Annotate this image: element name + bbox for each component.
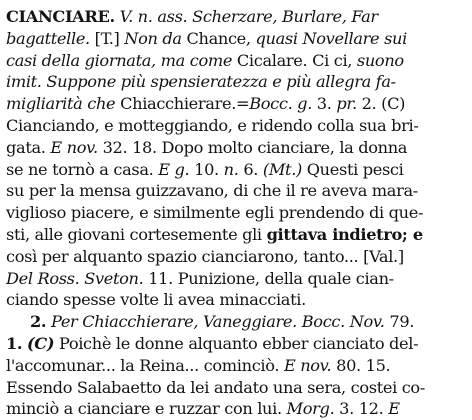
- entry-line-1: [6, 6, 466, 28]
- citation: Del Ross. Sveton.: [6, 268, 144, 288]
- entry-line-16: [6, 333, 466, 355]
- text: ciando spesse volte li avea minacciati.: [6, 290, 306, 310]
- entry-line-2: [6, 28, 466, 50]
- text: Cianciando, e motteggiando, e ridendo colla sua bri-: [6, 115, 419, 135]
- text: E: [388, 399, 400, 419]
- text: viglioso piacere, e similmente egli prendendo di que-: [6, 203, 424, 223]
- grammar-label: V. n. ass.: [119, 7, 188, 26]
- sense-number: 2.: [30, 312, 47, 332]
- text: Non da: [124, 28, 182, 48]
- text: 3. 12.: [339, 399, 384, 419]
- text: minciò a cianciare e ruzzar con lui.: [6, 399, 282, 419]
- text: gittava indietro: [266, 224, 402, 244]
- text: quasi: [255, 28, 298, 48]
- text: se ne tornò a casa.: [6, 159, 154, 179]
- text: 3.: [316, 94, 332, 114]
- entry-line-10: [6, 202, 466, 224]
- text: così per alquanto spazio cianciarono, tanto... [Val.]: [6, 246, 404, 266]
- entry-line-6: [6, 115, 466, 137]
- text: (Mt.): [262, 159, 302, 179]
- citation: Morg.: [286, 399, 335, 419]
- citation: E g.: [158, 159, 190, 179]
- text: su per la mensa guizzavano, di che il re aveva mara-: [6, 181, 418, 201]
- entry-line-15: [6, 311, 466, 333]
- text: Novellare sui: [302, 28, 407, 48]
- citation: E nov.: [283, 355, 332, 375]
- text: Per: [51, 312, 78, 332]
- text: Chance,: [186, 28, 251, 48]
- entry-line-8: [6, 159, 466, 181]
- text: ; e: [401, 224, 423, 244]
- text: suono: [356, 50, 404, 70]
- gloss: Scherzare, Burlare, Far: [192, 7, 378, 26]
- text: n.: [223, 159, 239, 179]
- citation: Bocc. g.: [249, 94, 312, 114]
- text: (C): [27, 333, 55, 353]
- text: Questi pesci: [306, 159, 404, 179]
- entry-line-12: [6, 246, 466, 268]
- text: 2. (C): [361, 94, 406, 114]
- text: l'accomunar... la Reina... cominciò.: [6, 355, 280, 375]
- text: =: [236, 94, 250, 114]
- text: pr.: [336, 94, 357, 114]
- text: 6.: [243, 159, 259, 179]
- entry-line-17: [6, 355, 466, 377]
- entry-line-4: [6, 71, 466, 93]
- text: 10.: [194, 159, 219, 179]
- entry-line-13: [6, 268, 466, 290]
- text: Cicalare.: [236, 50, 308, 70]
- text: migliarità che: [6, 94, 116, 114]
- entry-line-11: [6, 224, 466, 246]
- text: Essendo Salabaetto da lei andato una sera, costei co-: [6, 377, 425, 397]
- citation: E nov.: [50, 137, 98, 157]
- gloss: bagattelle.: [6, 28, 90, 48]
- text: gata.: [6, 137, 46, 157]
- entry-line-5: [6, 93, 466, 115]
- entry-line-14: [6, 289, 466, 311]
- text: 11. Punizione, della quale cian-: [148, 268, 394, 288]
- text: Chiacchierare,: [82, 312, 199, 332]
- tag: [T.]: [94, 28, 120, 48]
- text: Ci ci,: [312, 50, 353, 70]
- text: imit.: [6, 72, 42, 92]
- text: Poichè le donne alquanto ebber cianciato del-: [58, 333, 419, 353]
- text: 79.: [389, 312, 415, 332]
- text: 1.: [6, 333, 23, 353]
- entry-line-19: [6, 398, 466, 420]
- text: 32. 18. Dopo molto cianciare, la donna: [102, 137, 408, 157]
- text: Suppone più spensieratezza e più allegra fa-: [46, 72, 396, 92]
- entry-line-18: [6, 377, 466, 399]
- text: Chiacchierare.: [120, 94, 236, 114]
- text: sti, alle giovani cortesemente gli: [6, 224, 262, 244]
- entry-line-9: [6, 180, 466, 202]
- text: 80. 15.: [336, 355, 391, 375]
- entry-line-3: [6, 50, 466, 72]
- entry-line-7: [6, 137, 466, 159]
- headword: CIANCIARE.: [6, 7, 115, 26]
- text: casi della giornata, ma come: [6, 50, 233, 70]
- text: Vaneggiare. Bocc. Nov.: [202, 312, 385, 332]
